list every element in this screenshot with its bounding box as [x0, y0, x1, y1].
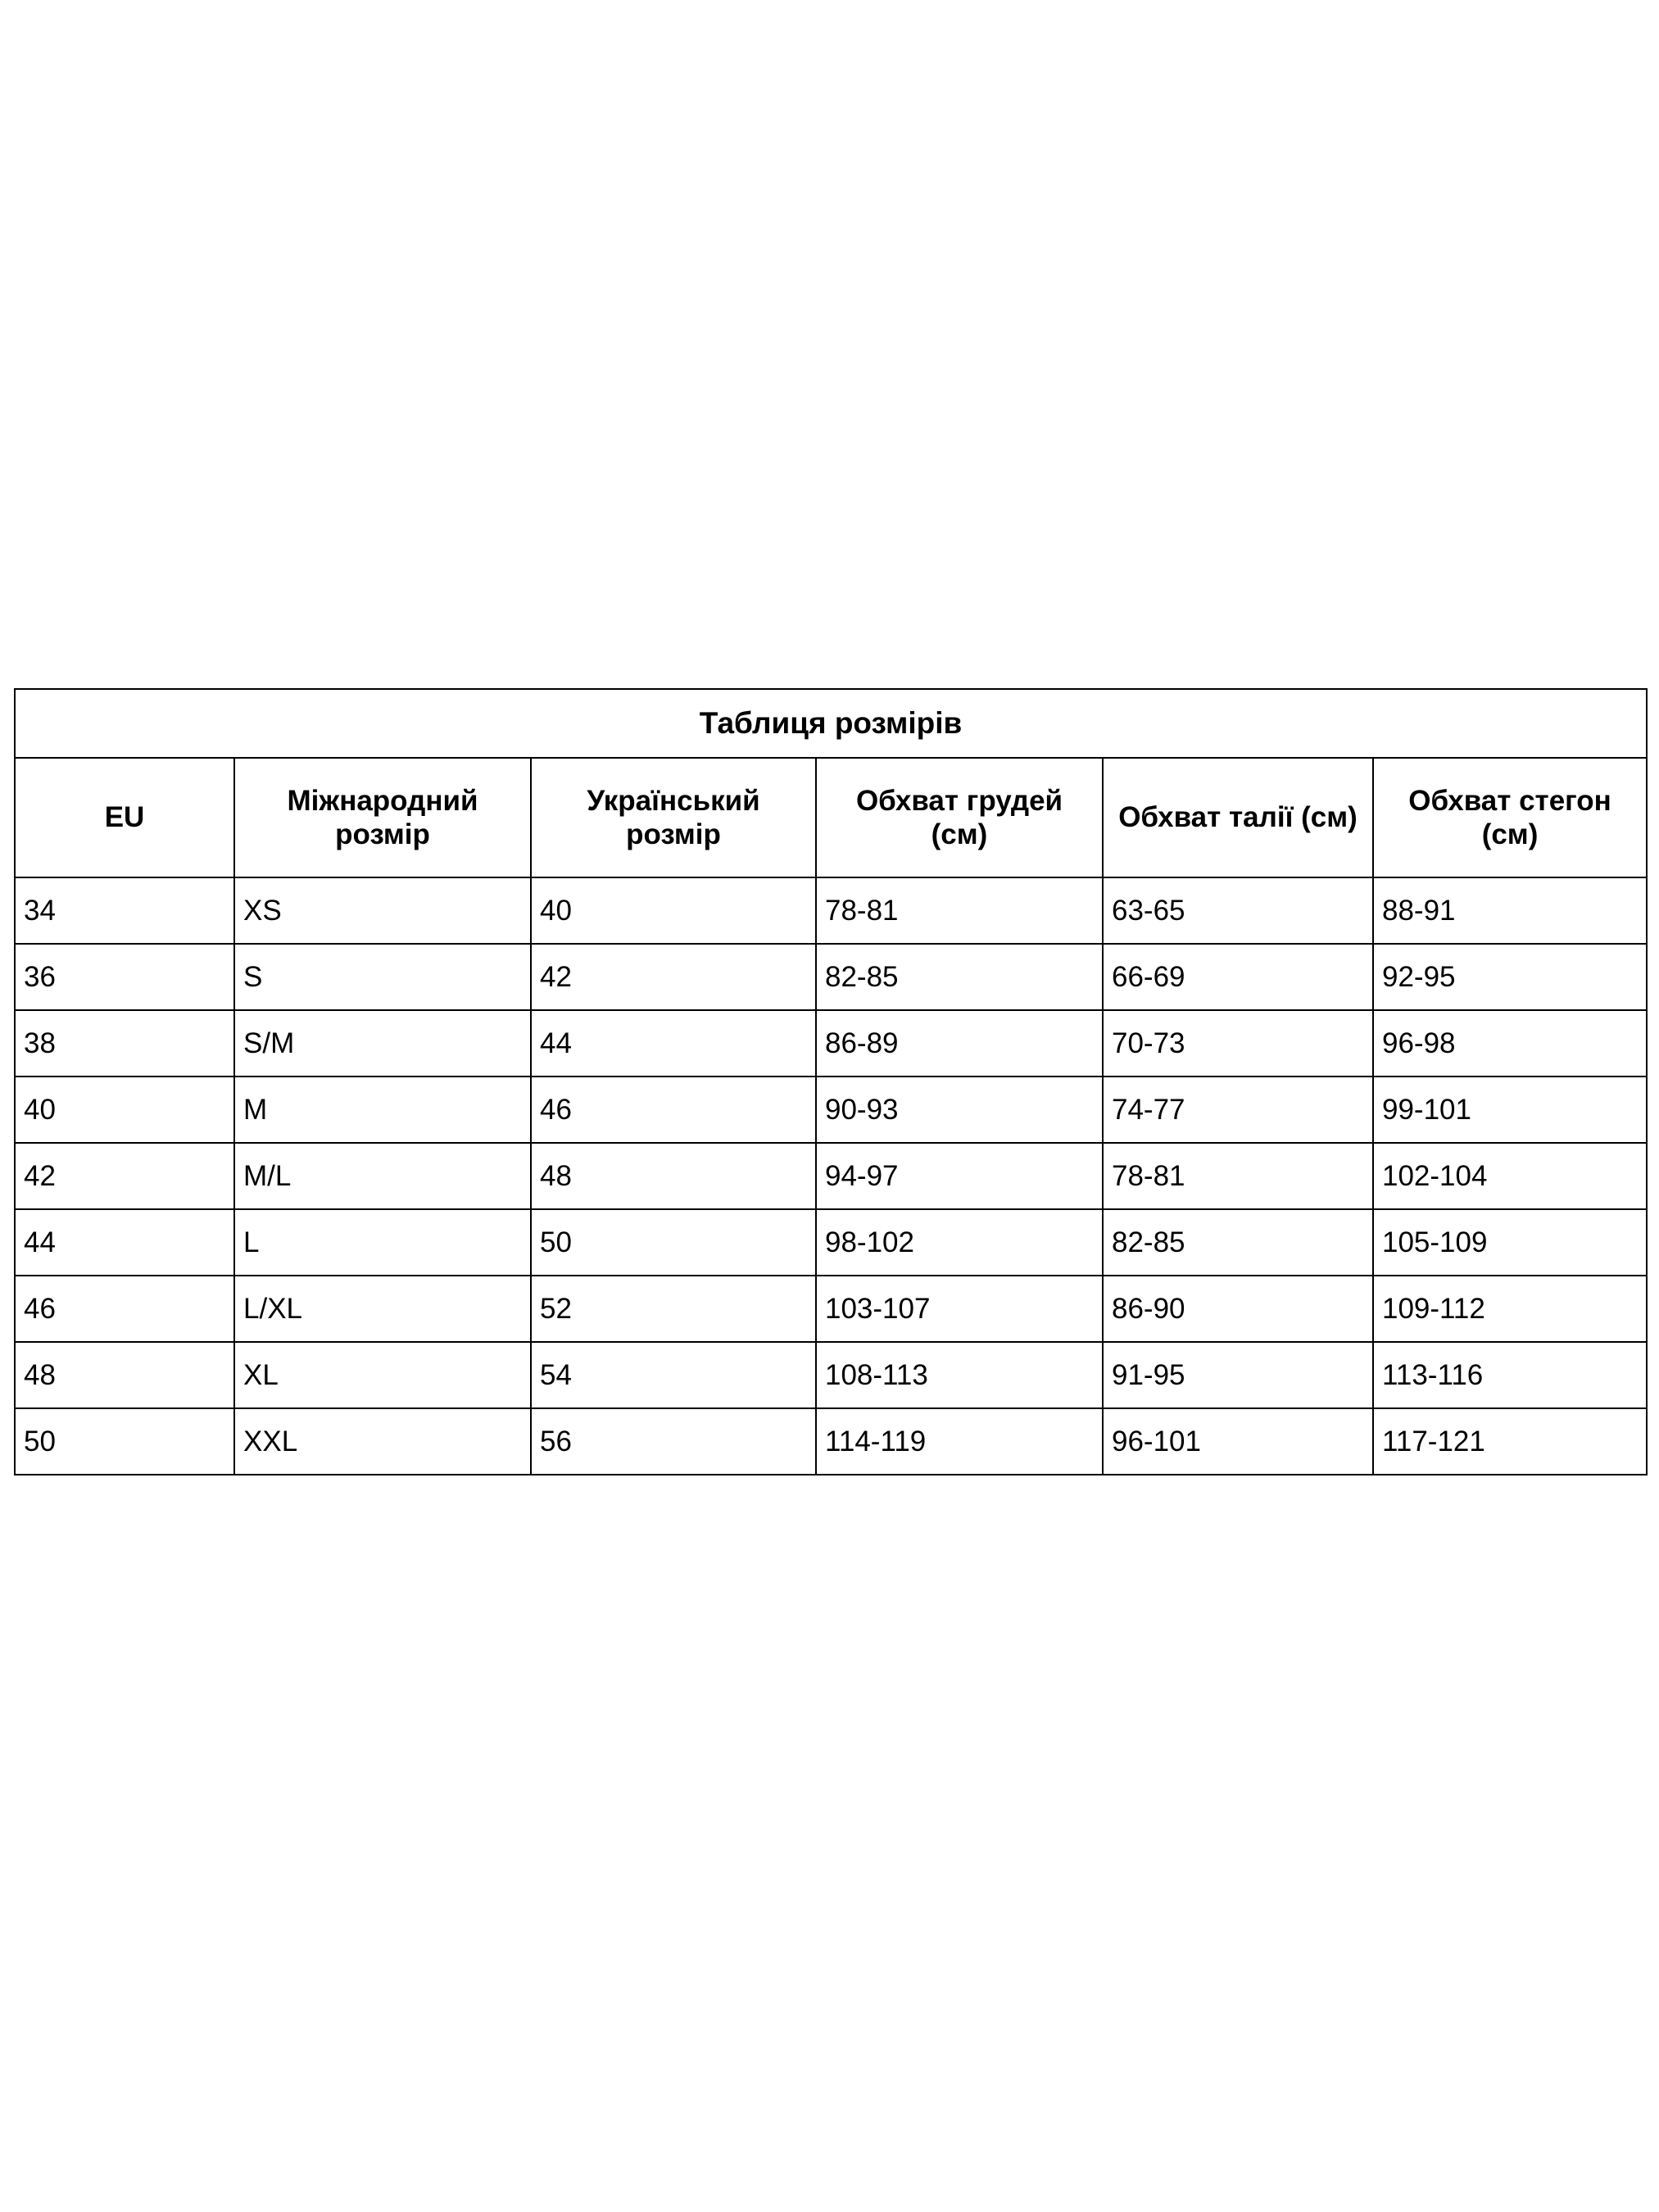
- table-row: [15, 1342, 1647, 1408]
- cell-eu: 44: [15, 1209, 234, 1276]
- cell-hips: 92-95: [1373, 944, 1647, 1010]
- table-header-row: [15, 758, 1647, 877]
- table-row: [15, 944, 1647, 1010]
- cell-chest: 98-102: [816, 1209, 1103, 1276]
- size-chart-block: [14, 688, 1646, 1475]
- column-header-eu: EU: [15, 758, 234, 877]
- cell-chest: 86-89: [816, 1010, 1103, 1077]
- column-header-waist: Обхват талії (см): [1103, 758, 1373, 877]
- table-caption: Таблиця розмірів: [15, 689, 1647, 758]
- cell-eu: 36: [15, 944, 234, 1010]
- cell-waist: 63-65: [1103, 877, 1373, 944]
- cell-international-size: S/M: [234, 1010, 531, 1077]
- cell-waist: 78-81: [1103, 1143, 1373, 1209]
- column-header-ukrainian-size: Український розмір: [531, 758, 816, 877]
- cell-waist: 91-95: [1103, 1342, 1373, 1408]
- cell-hips: 117-121: [1373, 1408, 1647, 1475]
- cell-waist: 86-90: [1103, 1276, 1373, 1342]
- cell-international-size: L/XL: [234, 1276, 531, 1342]
- cell-international-size: XXL: [234, 1408, 531, 1475]
- cell-ukrainian-size: 42: [531, 944, 816, 1010]
- table-row: [15, 1010, 1647, 1077]
- cell-chest: 108-113: [816, 1342, 1103, 1408]
- cell-waist: 74-77: [1103, 1077, 1373, 1143]
- cell-international-size: L: [234, 1209, 531, 1276]
- cell-hips: 109-112: [1373, 1276, 1647, 1342]
- cell-eu: 48: [15, 1342, 234, 1408]
- cell-ukrainian-size: 46: [531, 1077, 816, 1143]
- cell-hips: 113-116: [1373, 1342, 1647, 1408]
- table-caption-row: [15, 689, 1647, 758]
- cell-chest: 103-107: [816, 1276, 1103, 1342]
- cell-hips: 96-98: [1373, 1010, 1647, 1077]
- cell-ukrainian-size: 56: [531, 1408, 816, 1475]
- cell-international-size: XL: [234, 1342, 531, 1408]
- cell-ukrainian-size: 44: [531, 1010, 816, 1077]
- cell-chest: 82-85: [816, 944, 1103, 1010]
- column-header-hips: Обхват стегон (см): [1373, 758, 1647, 877]
- cell-chest: 78-81: [816, 877, 1103, 944]
- table-body: [15, 877, 1647, 1475]
- cell-waist: 70-73: [1103, 1010, 1373, 1077]
- cell-eu: 38: [15, 1010, 234, 1077]
- cell-chest: 94-97: [816, 1143, 1103, 1209]
- column-header-international-size: Міжнародний розмір: [234, 758, 531, 877]
- cell-ukrainian-size: 54: [531, 1342, 816, 1408]
- cell-waist: 66-69: [1103, 944, 1373, 1010]
- cell-international-size: M/L: [234, 1143, 531, 1209]
- cell-hips: 88-91: [1373, 877, 1647, 944]
- table-row: [15, 877, 1647, 944]
- table-row: [15, 1209, 1647, 1276]
- cell-waist: 82-85: [1103, 1209, 1373, 1276]
- table-row: [15, 1143, 1647, 1209]
- cell-eu: 40: [15, 1077, 234, 1143]
- cell-ukrainian-size: 50: [531, 1209, 816, 1276]
- cell-eu: 42: [15, 1143, 234, 1209]
- cell-hips: 105-109: [1373, 1209, 1647, 1276]
- cell-eu: 34: [15, 877, 234, 944]
- cell-international-size: XS: [234, 877, 531, 944]
- column-header-chest: Обхват грудей (см): [816, 758, 1103, 877]
- cell-chest: 90-93: [816, 1077, 1103, 1143]
- cell-eu: 46: [15, 1276, 234, 1342]
- cell-international-size: S: [234, 944, 531, 1010]
- cell-international-size: M: [234, 1077, 531, 1143]
- cell-waist: 96-101: [1103, 1408, 1373, 1475]
- cell-ukrainian-size: 40: [531, 877, 816, 944]
- cell-hips: 102-104: [1373, 1143, 1647, 1209]
- table-row: [15, 1276, 1647, 1342]
- cell-ukrainian-size: 48: [531, 1143, 816, 1209]
- cell-ukrainian-size: 52: [531, 1276, 816, 1342]
- table-row: [15, 1077, 1647, 1143]
- cell-hips: 99-101: [1373, 1077, 1647, 1143]
- size-chart-table: [14, 688, 1648, 1475]
- cell-chest: 114-119: [816, 1408, 1103, 1475]
- table-row: [15, 1408, 1647, 1475]
- cell-eu: 50: [15, 1408, 234, 1475]
